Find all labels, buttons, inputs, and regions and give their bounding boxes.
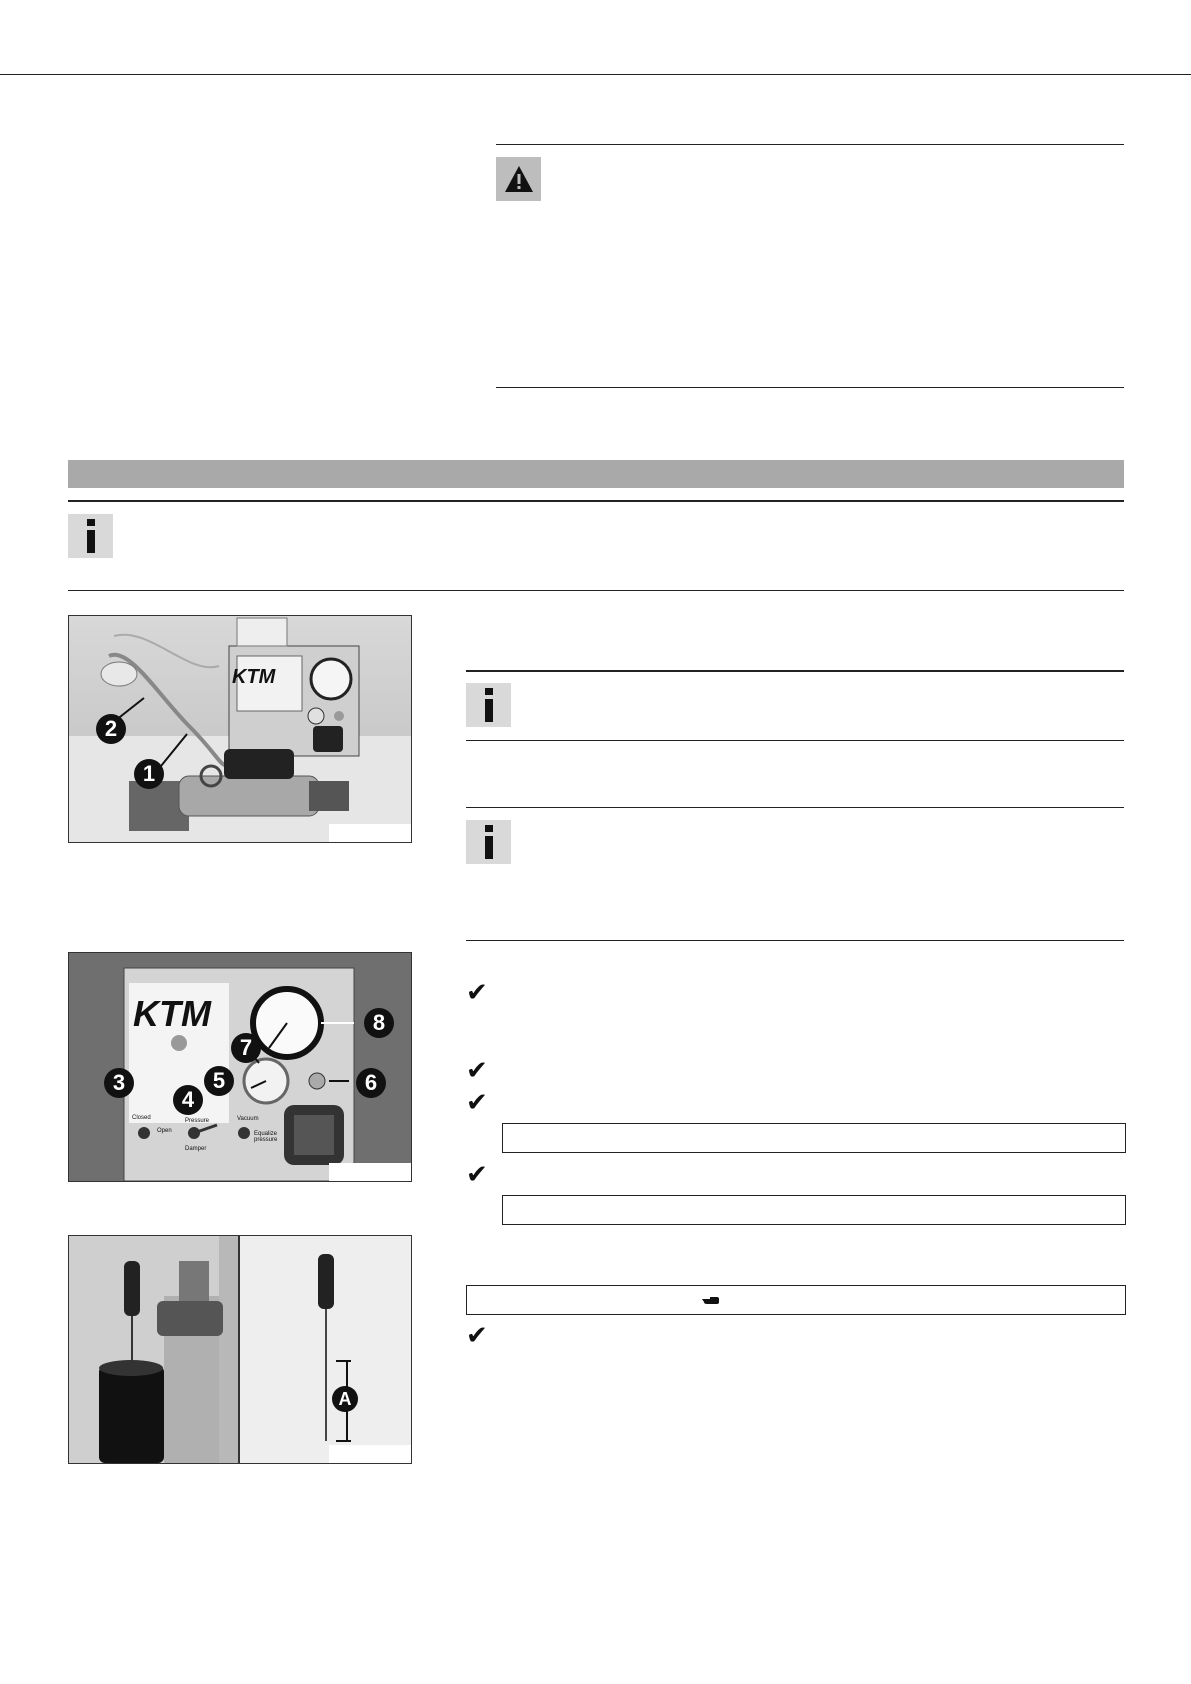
callout-a: A <box>332 1386 358 1412</box>
header-rule <box>0 74 1191 75</box>
callout-4: 4 <box>173 1085 203 1115</box>
info-2-top-rule <box>466 807 1124 808</box>
panel-label-open: Open <box>157 1128 172 1134</box>
warning-triangle-icon <box>503 164 535 194</box>
callout-5: 5 <box>204 1066 234 1096</box>
callout-7: 7 <box>231 1033 261 1063</box>
info-icon <box>84 519 98 553</box>
callout-1: 1 <box>134 759 164 789</box>
info-1-bottom-rule <box>466 740 1124 741</box>
figure-3-label-area <box>329 1445 411 1463</box>
info-main-icon-box <box>68 514 113 558</box>
figure-2-logo: KTM <box>133 993 211 1034</box>
callout-2: 2 <box>96 714 126 744</box>
check-mark-icon: ✔ <box>466 978 488 1008</box>
panel-label-closed: Closed <box>132 1115 151 1121</box>
figure-3-illustration <box>69 1236 411 1463</box>
info-icon <box>482 688 496 722</box>
check-mark-icon: ✔ <box>466 1088 488 1118</box>
info-main-top-rule <box>68 500 1124 502</box>
warning-top-rule <box>496 144 1124 145</box>
spec-box-1 <box>502 1123 1126 1153</box>
panel-label-damper: Damper <box>185 1146 207 1152</box>
panel-label-vacuum: Vacuum <box>237 1116 259 1122</box>
check-mark-icon: ✔ <box>466 1321 488 1351</box>
spec-box-2 <box>502 1195 1126 1225</box>
figure-2-label-area <box>329 1163 411 1181</box>
callout-8: 8 <box>364 1008 394 1038</box>
check-mark-icon: ✔ <box>466 1056 488 1086</box>
panel-label-pressure: Pressure <box>185 1118 210 1124</box>
info-main-bottom-rule <box>68 590 1124 591</box>
check-mark-icon: ✔ <box>466 1160 488 1190</box>
section-title-bar <box>68 460 1124 488</box>
info-1-top-rule <box>466 670 1124 672</box>
panel-label-equalize: Equalize pressure <box>254 1131 278 1143</box>
figure-1-label-area <box>329 824 411 842</box>
reference-box <box>466 1285 1126 1315</box>
figure-1-photo <box>68 615 412 843</box>
info-2-icon-box <box>466 820 511 864</box>
figure-2-illustration <box>69 953 411 1181</box>
figure-3-photo <box>68 1235 412 1464</box>
callout-3: 3 <box>104 1068 134 1098</box>
warning-bottom-rule <box>496 387 1124 388</box>
figure-2-photo <box>68 952 412 1182</box>
info-2-bottom-rule <box>466 940 1124 941</box>
warning-icon-box <box>496 157 541 201</box>
info-icon <box>482 825 496 859</box>
callout-6: 6 <box>356 1068 386 1098</box>
info-1-icon-box <box>466 683 511 727</box>
figure-1-logo: KTM <box>232 666 276 688</box>
pointing-hand-icon <box>701 1294 719 1306</box>
